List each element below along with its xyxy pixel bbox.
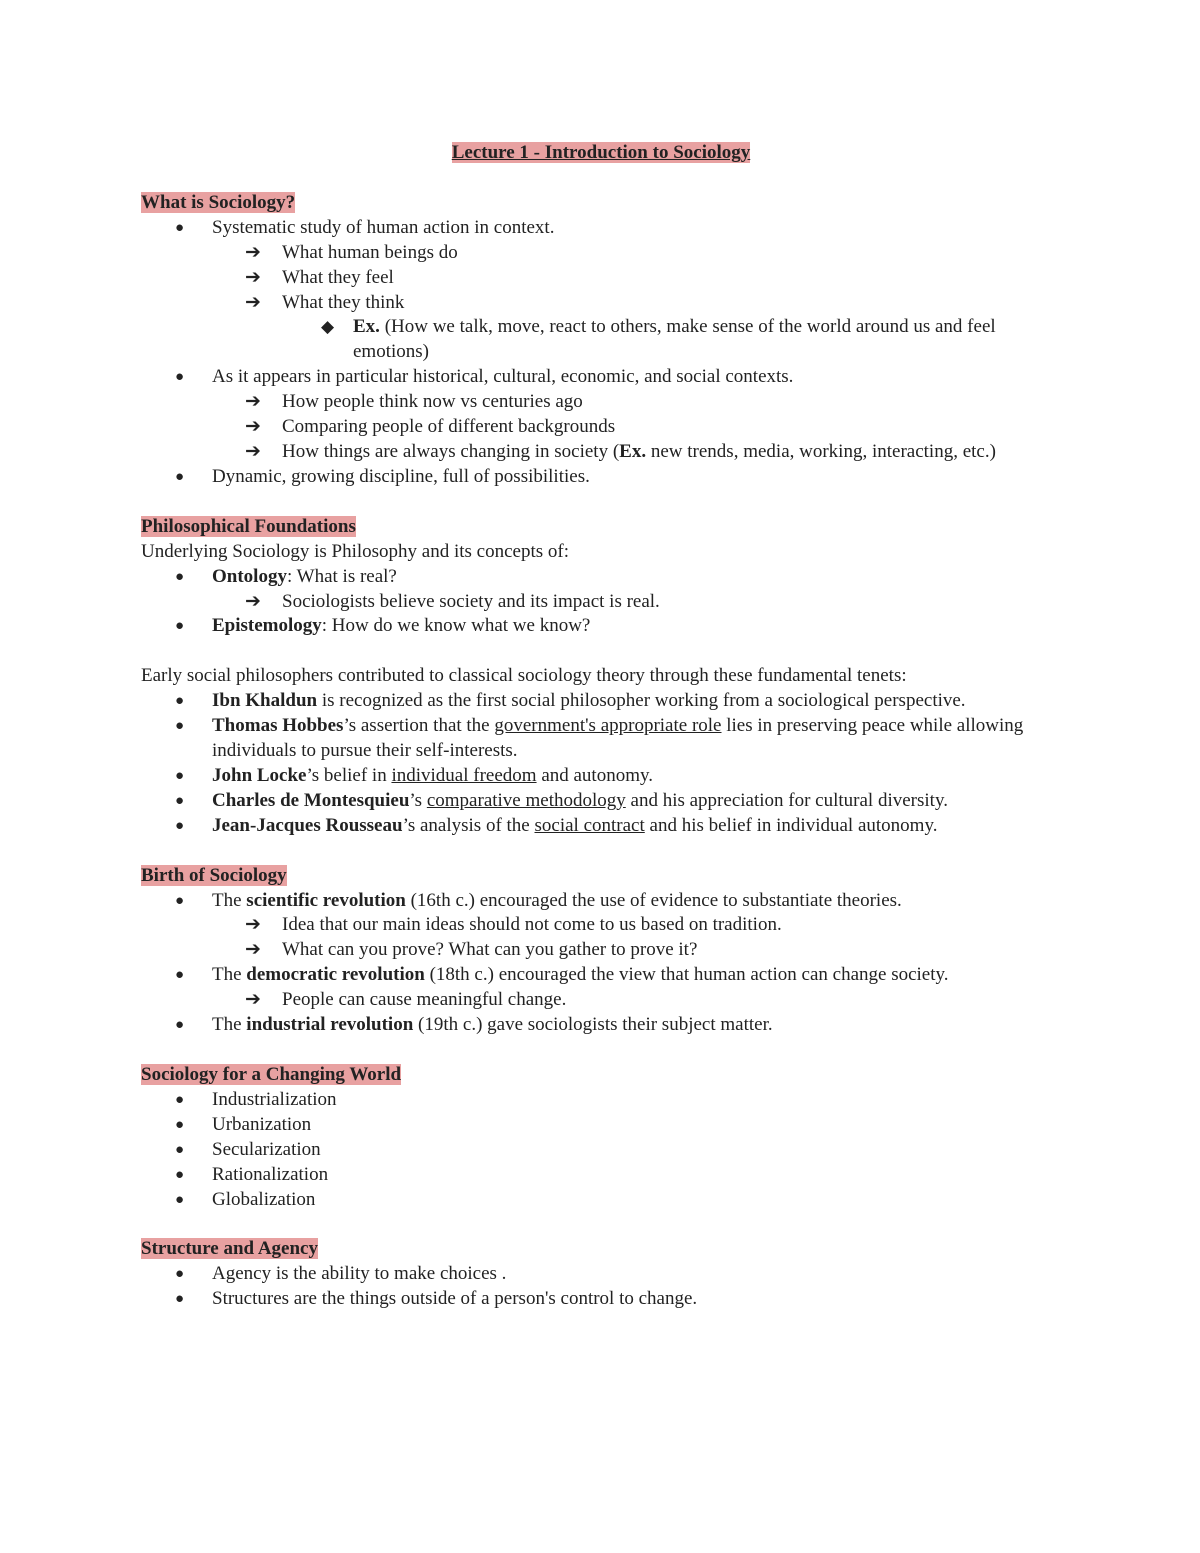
term: democratic revolution (246, 964, 425, 986)
list-item (141, 216, 1061, 241)
list-item (141, 714, 1061, 764)
title-text: Lecture 1 - Introduction to Sociology (451, 142, 751, 163)
bullet-icon: ● (175, 219, 185, 236)
section-list (141, 889, 1061, 1038)
paragraph: Underlying Sociology is Philosophy and its concepts of: (141, 540, 570, 562)
item-text: What they feel (282, 266, 394, 288)
item-text: ’s assertion that the (343, 715, 495, 737)
item-text: (18th c.) encouraged the view that human action can change society. (424, 964, 949, 986)
arrow-icon: ➔ (245, 914, 261, 936)
person-name: Jean-Jacques Rousseau (212, 814, 403, 836)
item-text: (How we talk, move, react to others, make sense of the world around us and feel emotions) (353, 316, 996, 363)
arrow-icon: ➔ (245, 590, 261, 612)
list-item (141, 1188, 1061, 1213)
list-item (141, 241, 1061, 266)
list-item (141, 291, 1061, 316)
section-list (141, 565, 1061, 640)
bullet-icon: ● (175, 369, 185, 386)
item-text: and his belief in individual autonomy. (644, 814, 938, 836)
person-name: John Locke (212, 764, 307, 786)
item-text: What can you prove? What can you gather to prove it? (282, 939, 698, 961)
diamond-icon: ◆ (321, 317, 335, 337)
term: Ontology (212, 565, 287, 587)
heading-text: Birth of Sociology (141, 864, 287, 886)
arrow-icon: ➔ (245, 416, 261, 438)
bullet-icon: ● (175, 967, 185, 984)
list-item (141, 1287, 1061, 1312)
list-item (141, 465, 1061, 490)
item-text: People can cause meaningful change. (282, 989, 567, 1011)
section-heading-sociology-for-a-changing-world (141, 1063, 1061, 1088)
item-text: What they think (282, 291, 405, 313)
underlined-term: social contract (534, 814, 645, 836)
item-text: Rationalization (212, 1163, 329, 1185)
item-text: Secularization (212, 1138, 321, 1160)
item-text: : How do we know what we know? (321, 615, 591, 637)
bullet-icon: ● (175, 1017, 185, 1034)
heading-text: Sociology for a Changing World (141, 1064, 402, 1085)
item-text: Agency is the ability to make choices . (212, 1263, 507, 1285)
item-text: ’s (409, 789, 427, 811)
list-item (141, 1163, 1061, 1188)
heading-text: Structure and Agency (141, 1238, 318, 1260)
list-item (141, 963, 1061, 988)
bullet-icon: ● (175, 1166, 185, 1183)
heading-text: What is Sociology? (141, 191, 296, 213)
arrow-icon: ➔ (245, 291, 261, 313)
item-text: Dynamic, growing discipline, full of possibilities. (212, 465, 590, 487)
bullet-icon: ● (175, 618, 185, 635)
lecture-notes (141, 141, 1061, 1312)
item-text: Industrialization (212, 1088, 337, 1110)
section-list (141, 1262, 1061, 1312)
item-text: Idea that our main ideas should not come to us based on tradition. (282, 914, 782, 936)
list-item (141, 1013, 1061, 1038)
item-text: Sociologists believe society and its impact is real. (282, 590, 660, 612)
term: Epistemology (212, 615, 322, 637)
arrow-icon: ➔ (245, 939, 261, 961)
item-text: As it appears in particular historical, cultural, economic, and social contexts. (212, 366, 794, 388)
arrow-icon: ➔ (245, 391, 261, 413)
arrow-icon: ➔ (245, 266, 261, 288)
item-text: The (212, 1014, 247, 1036)
list-item (141, 415, 1061, 440)
item-text: (16th c.) encouraged the use of evidence to substantiate theories. (405, 889, 902, 911)
list-item (141, 266, 1061, 291)
item-text: Comparing people of different backgrounds (282, 416, 616, 438)
bullet-icon: ● (175, 1141, 185, 1158)
item-text: ’s analysis of the (402, 814, 535, 836)
item-text: : What is real? (286, 565, 397, 587)
bullet-icon: ● (175, 1116, 185, 1133)
paragraph: Early social philosophers contributed to classical sociology theory through these fundamental tenets: (141, 665, 907, 687)
bullet-icon: ● (175, 718, 185, 735)
list-item (141, 913, 1061, 938)
list-item (141, 814, 1061, 839)
bullet-icon: ● (175, 1191, 185, 1208)
list-item (141, 689, 1061, 714)
bullet-icon: ● (175, 693, 185, 710)
section-heading-structure-and-agency (141, 1237, 1061, 1262)
person-name: Thomas Hobbes (212, 715, 344, 737)
arrow-icon: ➔ (245, 989, 261, 1011)
person-name: Ibn Khaldun (212, 690, 318, 712)
list-item (141, 988, 1061, 1013)
list-item (141, 789, 1061, 814)
section-heading-philosophical-foundations (141, 515, 1061, 540)
person-name: Charles de Montesquieu (212, 789, 410, 811)
underlined-term: individual freedom (391, 764, 537, 786)
list-item (141, 1113, 1061, 1138)
bullet-icon: ● (175, 468, 185, 485)
list-item (141, 764, 1061, 789)
bullet-icon: ● (175, 568, 185, 585)
item-text: Structures are the things outside of a person's control to change. (212, 1288, 698, 1310)
section-heading-what-is-sociology (141, 191, 1061, 216)
item-text: and his appreciation for cultural diversity. (625, 789, 948, 811)
underlined-term: comparative methodology (426, 789, 626, 811)
section-heading-birth-of-sociology (141, 864, 1061, 889)
list-item (141, 889, 1061, 914)
term: scientific revolution (246, 889, 406, 911)
item-text: The (212, 889, 247, 911)
arrow-icon: ➔ (245, 241, 261, 263)
bullet-icon: ● (175, 1266, 185, 1283)
bullet-icon: ● (175, 1091, 185, 1108)
item-text: lies in preserving peace while allowing individuals to pursue their self-interests. (212, 715, 1024, 762)
bullet-icon: ● (175, 1291, 185, 1308)
section-list (141, 216, 1061, 490)
list-item (141, 565, 1061, 590)
list-item (141, 315, 1061, 365)
section-list (141, 689, 1061, 838)
bullet-icon: ● (175, 817, 185, 834)
bullet-icon: ● (175, 892, 185, 909)
item-text: ’s belief in (306, 764, 392, 786)
list-item (141, 614, 1061, 639)
heading-text: Philosophical Foundations (141, 515, 356, 537)
item-text: new trends, media, working, interacting, etc.) (646, 440, 996, 462)
term: industrial revolution (246, 1014, 414, 1036)
item-text: Globalization (212, 1188, 316, 1210)
list-item (141, 1138, 1061, 1163)
list-item (141, 390, 1061, 415)
item-text: How people think now vs centuries ago (282, 391, 583, 413)
list-item (141, 1262, 1061, 1287)
item-text: is recognized as the first social philosopher working from a sociological perspective. (317, 690, 966, 712)
item-text: Urbanization (212, 1113, 312, 1135)
list-item (141, 938, 1061, 963)
list-item (141, 440, 1061, 465)
page-title (141, 141, 1061, 166)
list-item (141, 1088, 1061, 1113)
item-text: (19th c.) gave sociologists their subject matter. (413, 1014, 773, 1036)
example-label: Ex. (619, 440, 647, 462)
item-text: and autonomy. (536, 764, 654, 786)
item-text: Systematic study of human action in context. (212, 216, 555, 238)
item-text: The (212, 964, 247, 986)
item-text: How things are always changing in society ( (282, 440, 620, 462)
bullet-icon: ● (175, 792, 185, 809)
list-item (141, 590, 1061, 615)
bullet-icon: ● (175, 767, 185, 784)
arrow-icon: ➔ (245, 440, 261, 462)
list-item (141, 365, 1061, 390)
example-label: Ex. (353, 316, 380, 338)
item-text: What human beings do (282, 241, 458, 263)
underlined-term: government's appropriate role (494, 715, 722, 737)
section-list (141, 1088, 1061, 1213)
